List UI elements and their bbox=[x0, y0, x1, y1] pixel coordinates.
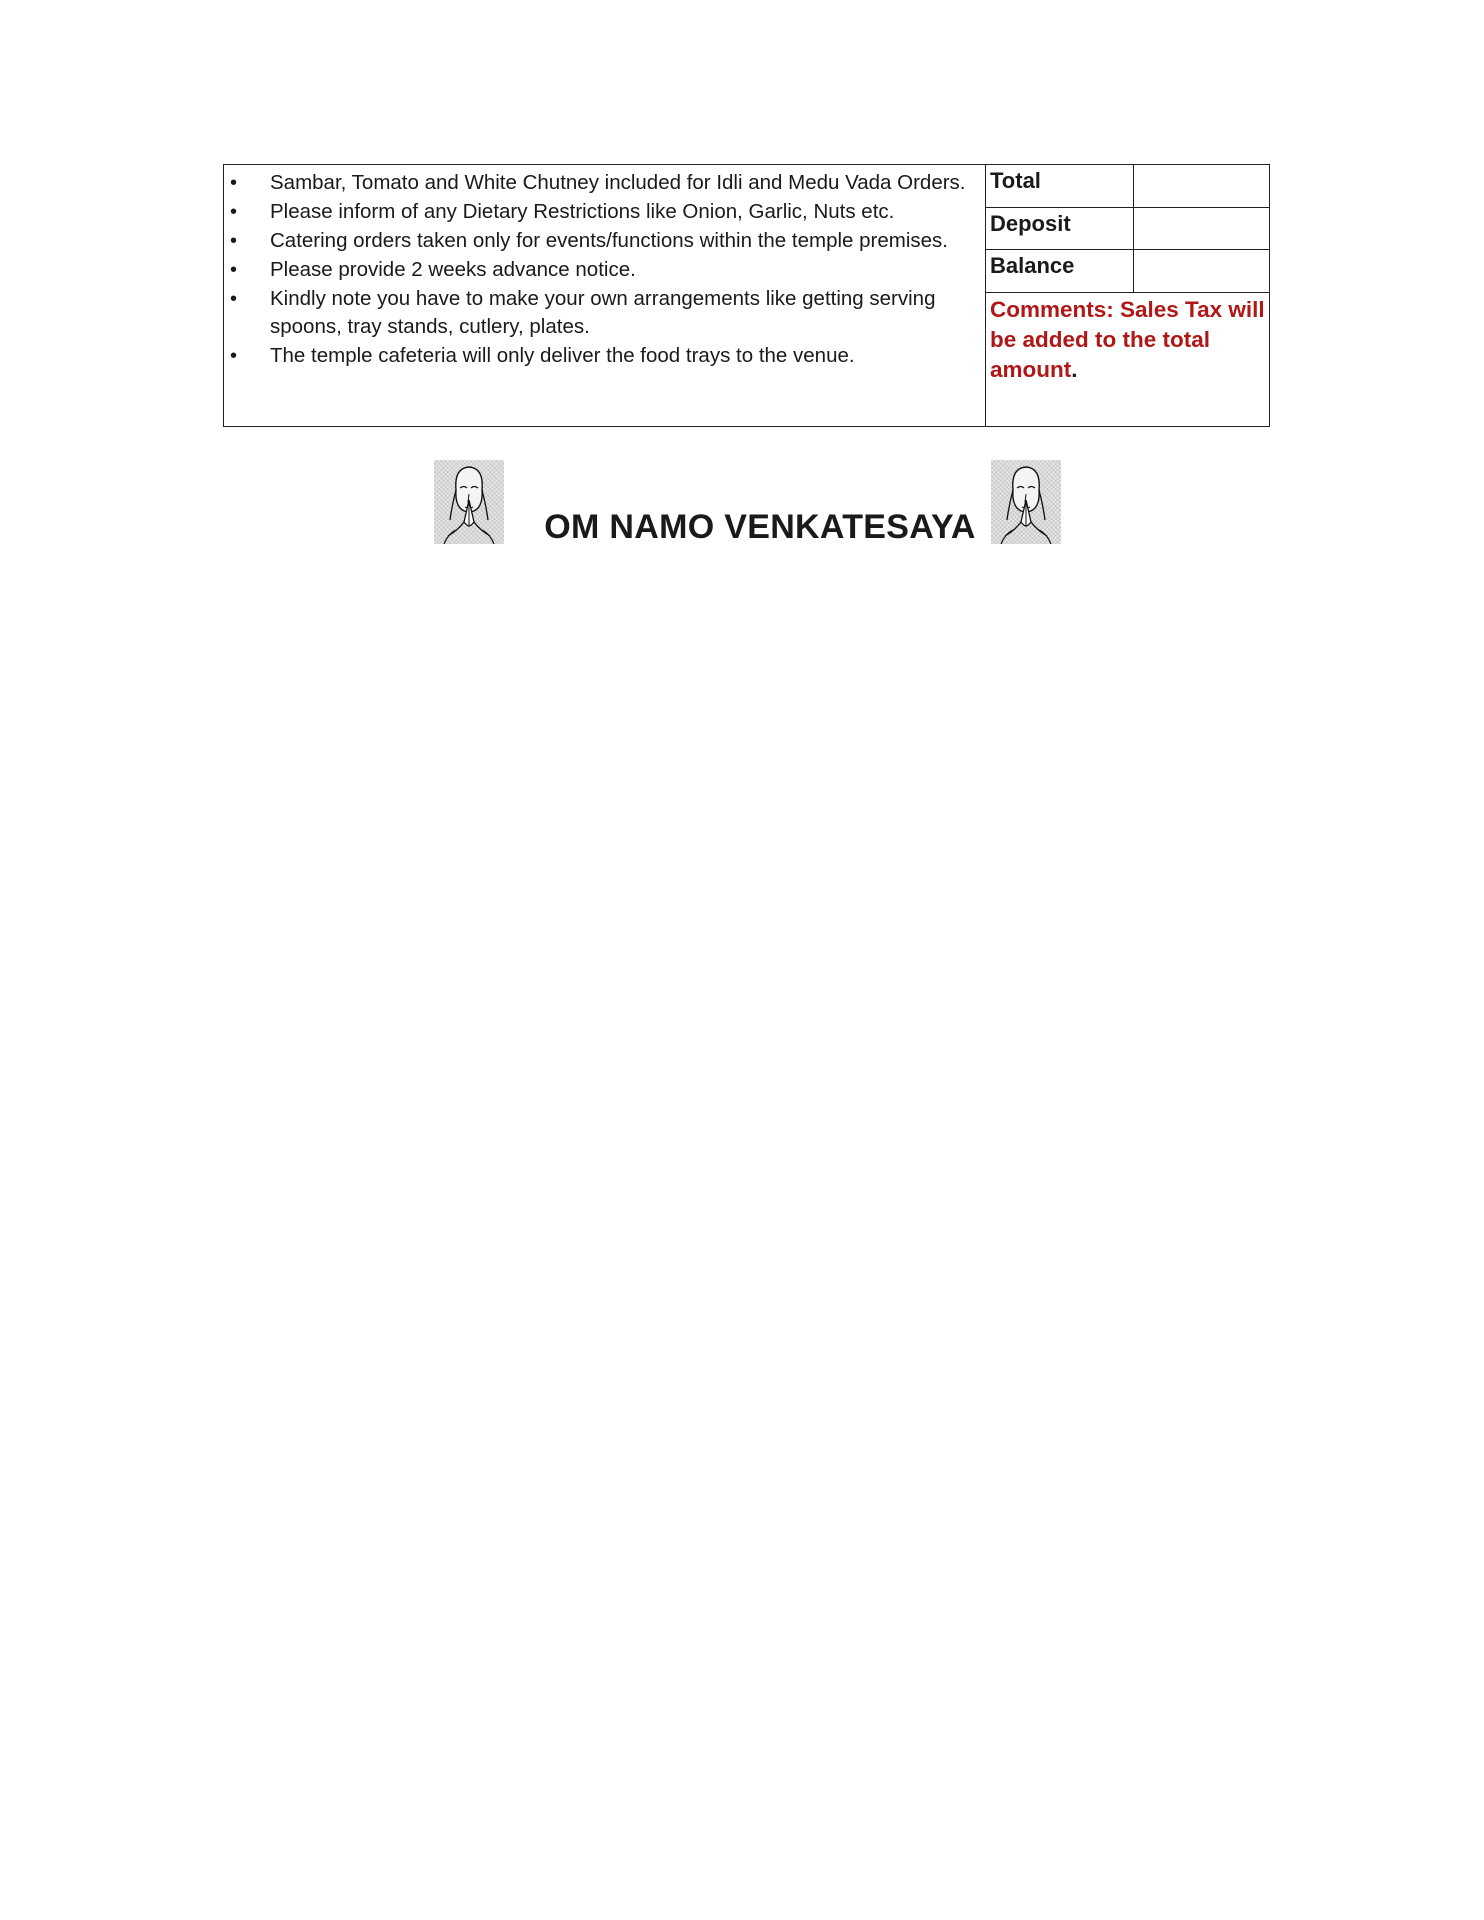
devotional-footer bbox=[0, 0, 1484, 560]
bullet-icon: • bbox=[230, 288, 238, 310]
note-text: Please provide 2 weeks advance notice. bbox=[270, 258, 636, 281]
bullet-icon: • bbox=[230, 259, 238, 281]
praying-figure-drawing bbox=[434, 460, 504, 544]
bullet-icon: • bbox=[230, 230, 238, 252]
bullet-icon: • bbox=[230, 172, 238, 194]
praying-figure-icon bbox=[991, 460, 1061, 544]
deposit-label: Deposit bbox=[986, 208, 1134, 250]
praying-figure-icon bbox=[434, 460, 504, 544]
comments-text: Comments: Sales Tax will be added to the total amount bbox=[990, 296, 1265, 382]
note-text: Sambar, Tomato and White Chutney included for Idli and Medu Vada Orders. bbox=[270, 171, 966, 194]
praying-figure-drawing bbox=[991, 460, 1061, 544]
total-label: Total bbox=[986, 165, 1134, 207]
bullet-icon: • bbox=[230, 201, 238, 223]
note-text: Kindly note you have to make your own arrangements like getting serving spoons, tray stands, cutlery, plates. bbox=[270, 287, 936, 338]
note-text: Please inform of any Dietary Restrictions like Onion, Garlic, Nuts etc. bbox=[270, 200, 895, 223]
balance-label: Balance bbox=[986, 250, 1134, 292]
note-text: Catering orders taken only for events/functions within the temple premises. bbox=[270, 229, 948, 252]
comments-end-punctuation: . bbox=[1071, 356, 1078, 382]
note-text: The temple cafeteria will only deliver the food trays to the venue. bbox=[270, 344, 855, 367]
bullet-icon: • bbox=[230, 345, 238, 367]
footer-title: OM NAMO VENKATESAYA bbox=[544, 508, 976, 546]
